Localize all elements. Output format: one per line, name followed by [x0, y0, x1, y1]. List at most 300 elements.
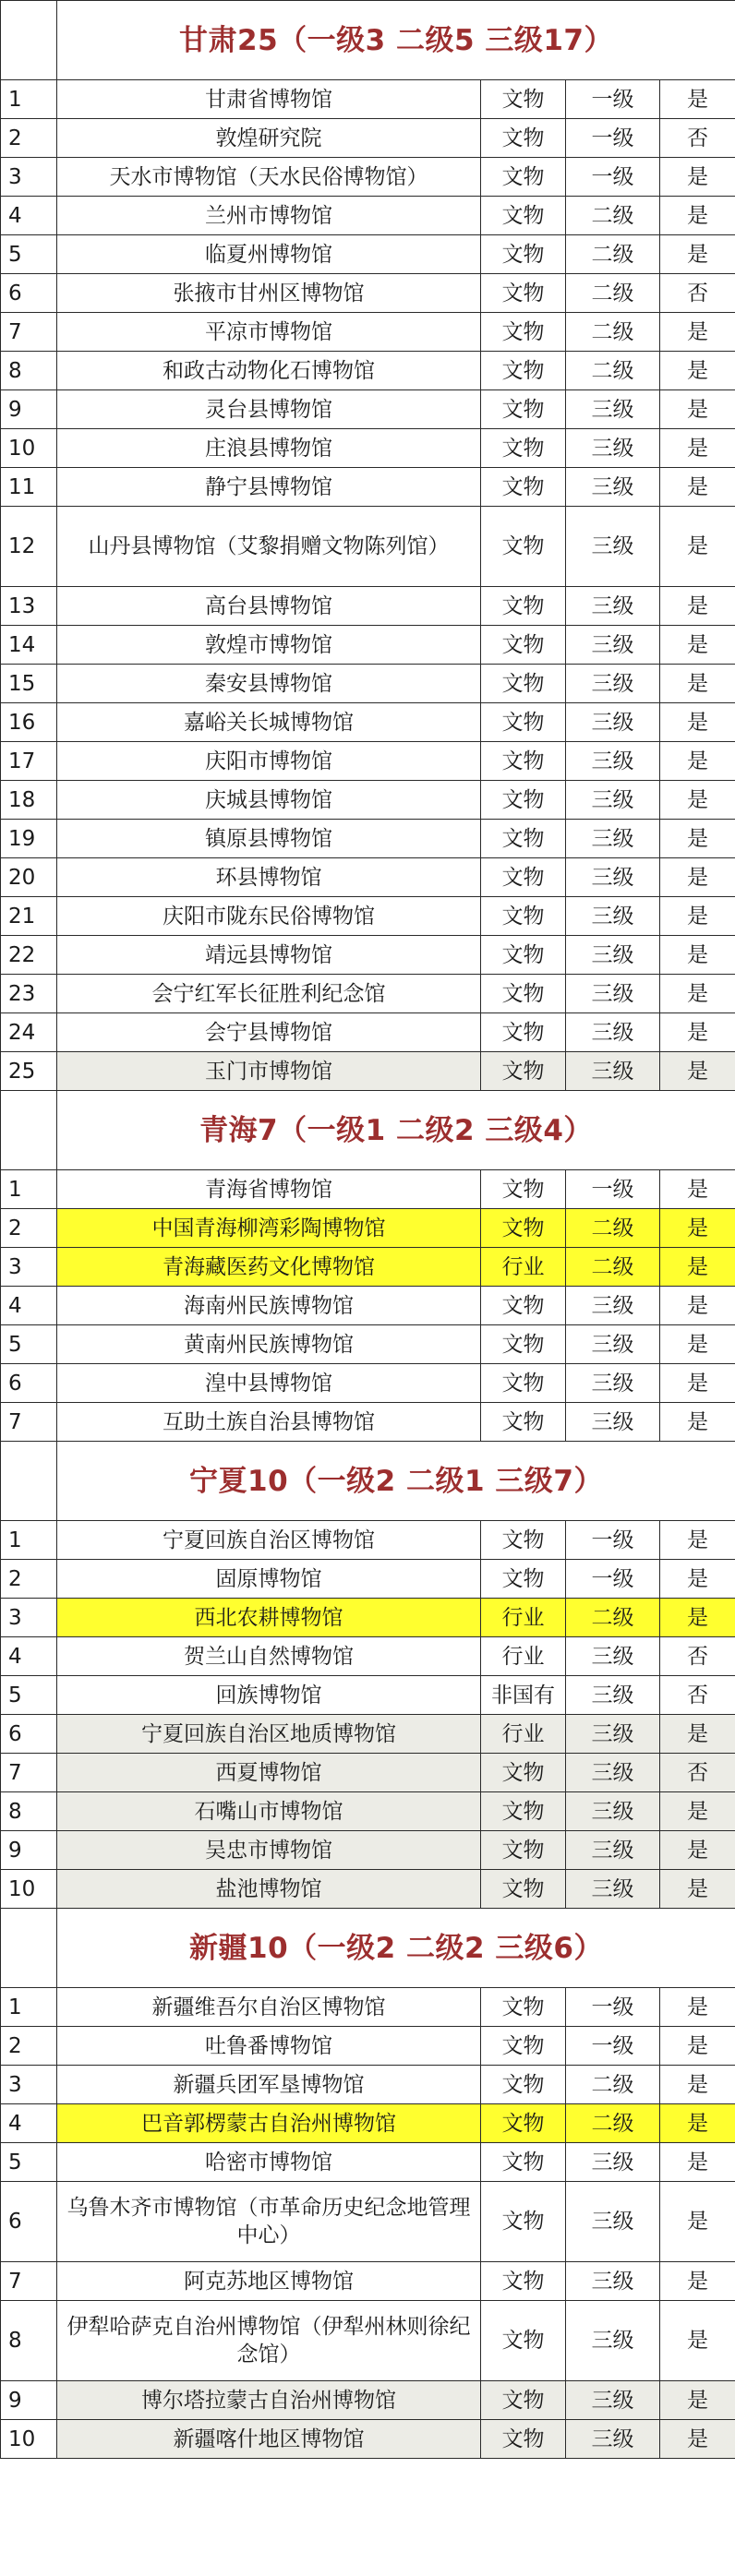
museum-name: 宁夏回族自治区博物馆 — [57, 1521, 481, 1560]
status-flag: 是 — [660, 390, 735, 429]
museum-name: 互助土族自治县博物馆 — [57, 1403, 481, 1442]
museum-name: 博尔塔拉蒙古自治州博物馆 — [57, 2381, 481, 2420]
grade-level: 三级 — [566, 665, 660, 703]
status-flag: 是 — [660, 158, 735, 197]
category: 行业 — [481, 1248, 566, 1287]
grade-level: 一级 — [566, 1521, 660, 1560]
grade-level: 三级 — [566, 429, 660, 468]
row-number: 18 — [1, 781, 57, 820]
status-flag: 是 — [660, 1599, 735, 1637]
table-row — [1, 119, 735, 158]
table-row — [1, 975, 735, 1013]
grade-level: 三级 — [566, 1013, 660, 1052]
museum-name: 临夏州博物馆 — [57, 235, 481, 274]
row-number: 2 — [1, 2027, 57, 2066]
row-number: 4 — [1, 2104, 57, 2143]
table-row — [1, 1364, 735, 1403]
row-number: 1 — [1, 1170, 57, 1209]
row-number: 1 — [1, 80, 57, 119]
status-flag: 是 — [660, 1248, 735, 1287]
category: 文物 — [481, 626, 566, 665]
row-number: 2 — [1, 119, 57, 158]
category: 文物 — [481, 2262, 566, 2301]
category: 文物 — [481, 1754, 566, 1792]
row-number: 25 — [1, 1052, 57, 1091]
status-flag: 是 — [660, 1403, 735, 1442]
table-row — [1, 1792, 735, 1831]
table-row — [1, 742, 735, 781]
grade-level: 三级 — [566, 1325, 660, 1364]
row-number: 5 — [1, 235, 57, 274]
grade-level: 一级 — [566, 158, 660, 197]
category: 文物 — [481, 1013, 566, 1052]
table-row — [1, 1013, 735, 1052]
museum-name: 黄南州民族博物馆 — [57, 1325, 481, 1364]
row-number: 9 — [1, 2381, 57, 2420]
category: 文物 — [481, 274, 566, 313]
category: 文物 — [481, 2104, 566, 2143]
status-flag: 是 — [660, 936, 735, 975]
category: 文物 — [481, 429, 566, 468]
status-flag: 是 — [660, 626, 735, 665]
museum-name: 海南州民族博物馆 — [57, 1287, 481, 1325]
status-flag: 是 — [660, 1287, 735, 1325]
grade-level: 一级 — [566, 1560, 660, 1599]
category: 行业 — [481, 1715, 566, 1754]
museum-name: 贺兰山自然博物馆 — [57, 1637, 481, 1676]
category: 文物 — [481, 897, 566, 936]
category: 文物 — [481, 1521, 566, 1560]
museum-name: 宁夏回族自治区地质博物馆 — [57, 1715, 481, 1754]
museum-name: 兰州市博物馆 — [57, 197, 481, 235]
table-row — [1, 858, 735, 897]
table-row — [1, 1052, 735, 1091]
row-number: 6 — [1, 1364, 57, 1403]
museum-name: 静宁县博物馆 — [57, 468, 481, 507]
table-row — [1, 197, 735, 235]
grade-level: 三级 — [566, 1287, 660, 1325]
grade-level: 三级 — [566, 820, 660, 858]
category: 文物 — [481, 1831, 566, 1870]
status-flag: 否 — [660, 274, 735, 313]
row-number: 3 — [1, 158, 57, 197]
grade-level: 三级 — [566, 1831, 660, 1870]
grade-level: 三级 — [566, 468, 660, 507]
section-header-row — [1, 1442, 735, 1521]
category: 文物 — [481, 2182, 566, 2262]
row-number: 5 — [1, 1325, 57, 1364]
status-flag: 是 — [660, 429, 735, 468]
museum-name: 庆阳市博物馆 — [57, 742, 481, 781]
category: 文物 — [481, 2301, 566, 2381]
row-number: 3 — [1, 1248, 57, 1287]
table-row — [1, 1831, 735, 1870]
category: 文物 — [481, 1988, 566, 2027]
museum-name: 庄浪县博物馆 — [57, 429, 481, 468]
grade-level: 三级 — [566, 975, 660, 1013]
category: 文物 — [481, 2027, 566, 2066]
status-flag: 否 — [660, 119, 735, 158]
row-number: 6 — [1, 1715, 57, 1754]
grade-level: 三级 — [566, 1637, 660, 1676]
status-flag: 是 — [660, 1052, 735, 1091]
grade-level: 一级 — [566, 80, 660, 119]
category: 文物 — [481, 1170, 566, 1209]
table-row — [1, 2027, 735, 2066]
status-flag: 是 — [660, 2262, 735, 2301]
row-number: 2 — [1, 1560, 57, 1599]
category: 文物 — [481, 313, 566, 352]
category: 文物 — [481, 1560, 566, 1599]
category: 文物 — [481, 2381, 566, 2420]
section-title: 甘肃25（一级3 二级5 三级17） — [57, 1, 735, 80]
status-flag: 是 — [660, 1988, 735, 2027]
row-number: 24 — [1, 1013, 57, 1052]
row-number: 6 — [1, 2182, 57, 2262]
museum-name: 青海省博物馆 — [57, 1170, 481, 1209]
museum-name: 玉门市博物馆 — [57, 1052, 481, 1091]
museum-name: 敦煌市博物馆 — [57, 626, 481, 665]
category: 文物 — [481, 390, 566, 429]
museum-name: 巴音郭楞蒙古自治州博物馆 — [57, 2104, 481, 2143]
grade-level: 三级 — [566, 2420, 660, 2459]
grade-level: 三级 — [566, 703, 660, 742]
grade-level: 三级 — [566, 1870, 660, 1909]
museum-name: 盐池博物馆 — [57, 1870, 481, 1909]
status-flag: 是 — [660, 352, 735, 390]
category: 文物 — [481, 858, 566, 897]
table-row — [1, 274, 735, 313]
table-row — [1, 1560, 735, 1599]
table-row — [1, 2381, 735, 2420]
status-flag: 是 — [660, 820, 735, 858]
table-row — [1, 665, 735, 703]
category: 文物 — [481, 1792, 566, 1831]
row-number: 7 — [1, 2262, 57, 2301]
section-header-blank-cell — [1, 1091, 57, 1170]
category: 文物 — [481, 80, 566, 119]
grade-level: 三级 — [566, 742, 660, 781]
grade-level: 二级 — [566, 313, 660, 352]
table-row — [1, 158, 735, 197]
museum-name: 西夏博物馆 — [57, 1754, 481, 1792]
status-flag: 是 — [660, 2182, 735, 2262]
section-header-row — [1, 1091, 735, 1170]
status-flag: 是 — [660, 975, 735, 1013]
grade-level: 一级 — [566, 1988, 660, 2027]
status-flag: 是 — [660, 1831, 735, 1870]
category: 文物 — [481, 1364, 566, 1403]
grade-level: 三级 — [566, 1052, 660, 1091]
table-row — [1, 1170, 735, 1209]
museum-name: 敦煌研究院 — [57, 119, 481, 158]
category: 文物 — [481, 468, 566, 507]
museum-table-body — [1, 1, 735, 2459]
museum-name: 靖远县博物馆 — [57, 936, 481, 975]
category: 文物 — [481, 2420, 566, 2459]
category: 文物 — [481, 936, 566, 975]
museum-name: 庆阳市陇东民俗博物馆 — [57, 897, 481, 936]
museum-name: 吐鲁番博物馆 — [57, 2027, 481, 2066]
grade-level: 三级 — [566, 390, 660, 429]
row-number: 8 — [1, 1792, 57, 1831]
museum-name: 庆城县博物馆 — [57, 781, 481, 820]
row-number: 4 — [1, 197, 57, 235]
row-number: 8 — [1, 2301, 57, 2381]
category: 文物 — [481, 158, 566, 197]
table-row — [1, 1715, 735, 1754]
status-flag: 是 — [660, 665, 735, 703]
category: 文物 — [481, 820, 566, 858]
category: 文物 — [481, 975, 566, 1013]
row-number: 16 — [1, 703, 57, 742]
table-row — [1, 1403, 735, 1442]
museum-name: 西北农耕博物馆 — [57, 1599, 481, 1637]
row-number: 1 — [1, 1521, 57, 1560]
grade-level: 三级 — [566, 1715, 660, 1754]
status-flag: 是 — [660, 2027, 735, 2066]
row-number: 20 — [1, 858, 57, 897]
museum-name: 山丹县博物馆（艾黎捐赠文物陈列馆） — [57, 507, 481, 587]
status-flag: 是 — [660, 1521, 735, 1560]
grade-level: 三级 — [566, 1364, 660, 1403]
grade-level: 三级 — [566, 897, 660, 936]
category: 文物 — [481, 507, 566, 587]
row-number: 7 — [1, 1754, 57, 1792]
category: 文物 — [481, 197, 566, 235]
table-row — [1, 2104, 735, 2143]
table-row — [1, 352, 735, 390]
row-number: 12 — [1, 507, 57, 587]
status-flag: 是 — [660, 703, 735, 742]
category: 文物 — [481, 1325, 566, 1364]
section-title: 青海7（一级1 二级2 三级4） — [57, 1091, 735, 1170]
row-number: 4 — [1, 1637, 57, 1676]
status-flag: 是 — [660, 858, 735, 897]
table-row — [1, 820, 735, 858]
museum-name: 天水市博物馆（天水民俗博物馆） — [57, 158, 481, 197]
museum-name: 新疆兵团军垦博物馆 — [57, 2066, 481, 2104]
row-number: 19 — [1, 820, 57, 858]
table-row — [1, 1209, 735, 1248]
museum-name: 嘉峪关长城博物馆 — [57, 703, 481, 742]
museum-name: 会宁县博物馆 — [57, 1013, 481, 1052]
grade-level: 三级 — [566, 1754, 660, 1792]
table-row — [1, 2262, 735, 2301]
museum-name: 张掖市甘州区博物馆 — [57, 274, 481, 313]
row-number: 21 — [1, 897, 57, 936]
category: 文物 — [481, 1209, 566, 1248]
grade-level: 三级 — [566, 1676, 660, 1715]
grade-level: 三级 — [566, 587, 660, 626]
status-flag: 是 — [660, 2066, 735, 2104]
status-flag: 是 — [660, 1013, 735, 1052]
table-row — [1, 390, 735, 429]
museum-name: 回族博物馆 — [57, 1676, 481, 1715]
table-row — [1, 80, 735, 119]
grade-level: 三级 — [566, 2143, 660, 2182]
grade-level: 三级 — [566, 626, 660, 665]
status-flag: 是 — [660, 587, 735, 626]
category: 行业 — [481, 1637, 566, 1676]
category: 文物 — [481, 742, 566, 781]
row-number: 5 — [1, 1676, 57, 1715]
museum-name: 乌鲁木齐市博物馆（市革命历史纪念地管理中心） — [57, 2182, 481, 2262]
status-flag: 是 — [660, 235, 735, 274]
row-number: 11 — [1, 468, 57, 507]
table-row — [1, 1325, 735, 1364]
museum-name: 镇原县博物馆 — [57, 820, 481, 858]
museum-name: 阿克苏地区博物馆 — [57, 2262, 481, 2301]
museum-name: 石嘴山市博物馆 — [57, 1792, 481, 1831]
status-flag: 是 — [660, 2301, 735, 2381]
grade-level: 二级 — [566, 1599, 660, 1637]
category: 文物 — [481, 235, 566, 274]
category: 行业 — [481, 1599, 566, 1637]
row-number: 1 — [1, 1988, 57, 2027]
grade-level: 三级 — [566, 1403, 660, 1442]
table-row — [1, 1754, 735, 1792]
category: 文物 — [481, 352, 566, 390]
row-number: 14 — [1, 626, 57, 665]
category: 文物 — [481, 1870, 566, 1909]
table-row — [1, 1988, 735, 2027]
grade-level: 三级 — [566, 2182, 660, 2262]
row-number: 17 — [1, 742, 57, 781]
grade-level: 二级 — [566, 2104, 660, 2143]
status-flag: 是 — [660, 1170, 735, 1209]
row-number: 23 — [1, 975, 57, 1013]
grade-level: 三级 — [566, 1792, 660, 1831]
status-flag: 否 — [660, 1637, 735, 1676]
status-flag: 是 — [660, 468, 735, 507]
status-flag: 是 — [660, 313, 735, 352]
museum-name: 甘肃省博物馆 — [57, 80, 481, 119]
grade-level: 三级 — [566, 2262, 660, 2301]
grade-level: 一级 — [566, 119, 660, 158]
row-number: 4 — [1, 1287, 57, 1325]
section-header-blank-cell — [1, 1, 57, 80]
status-flag: 是 — [660, 197, 735, 235]
row-number: 5 — [1, 2143, 57, 2182]
category: 文物 — [481, 587, 566, 626]
row-number: 2 — [1, 1209, 57, 1248]
grade-level: 一级 — [566, 2027, 660, 2066]
table-row — [1, 897, 735, 936]
grade-level: 二级 — [566, 274, 660, 313]
status-flag: 是 — [660, 1792, 735, 1831]
table-row — [1, 1287, 735, 1325]
status-flag: 是 — [660, 2104, 735, 2143]
table-row — [1, 507, 735, 587]
table-row — [1, 429, 735, 468]
table-row — [1, 313, 735, 352]
category: 文物 — [481, 1403, 566, 1442]
grade-level: 二级 — [566, 235, 660, 274]
row-number: 10 — [1, 1870, 57, 1909]
table-row — [1, 2143, 735, 2182]
status-flag: 是 — [660, 1715, 735, 1754]
museum-name: 青海藏医药文化博物馆 — [57, 1248, 481, 1287]
row-number: 22 — [1, 936, 57, 975]
table-row — [1, 626, 735, 665]
museum-name: 平凉市博物馆 — [57, 313, 481, 352]
section-header-row — [1, 1909, 735, 1988]
grade-level: 三级 — [566, 858, 660, 897]
table-row — [1, 2182, 735, 2262]
category: 文物 — [481, 1052, 566, 1091]
category: 非国有 — [481, 1676, 566, 1715]
museum-name: 高台县博物馆 — [57, 587, 481, 626]
status-flag: 是 — [660, 1325, 735, 1364]
table-row — [1, 2420, 735, 2459]
status-flag: 是 — [660, 2381, 735, 2420]
grade-level: 二级 — [566, 1209, 660, 1248]
table-row — [1, 1676, 735, 1715]
status-flag: 是 — [660, 80, 735, 119]
row-number: 15 — [1, 665, 57, 703]
museum-name: 会宁红军长征胜利纪念馆 — [57, 975, 481, 1013]
row-number: 9 — [1, 390, 57, 429]
table-row — [1, 587, 735, 626]
category: 文物 — [481, 119, 566, 158]
status-flag: 是 — [660, 781, 735, 820]
status-flag: 是 — [660, 742, 735, 781]
category: 文物 — [481, 781, 566, 820]
category: 文物 — [481, 665, 566, 703]
category: 文物 — [481, 2143, 566, 2182]
grade-level: 二级 — [566, 197, 660, 235]
row-number: 3 — [1, 2066, 57, 2104]
row-number: 10 — [1, 2420, 57, 2459]
museum-name: 伊犁哈萨克自治州博物馆（伊犁州林则徐纪念馆） — [57, 2301, 481, 2381]
grade-level: 一级 — [566, 1170, 660, 1209]
museum-name: 中国青海柳湾彩陶博物馆 — [57, 1209, 481, 1248]
category: 文物 — [481, 703, 566, 742]
table-row — [1, 235, 735, 274]
row-number: 7 — [1, 1403, 57, 1442]
museum-name: 秦安县博物馆 — [57, 665, 481, 703]
table-row — [1, 1870, 735, 1909]
table-row — [1, 1521, 735, 1560]
status-flag: 是 — [660, 1870, 735, 1909]
section-header-blank-cell — [1, 1909, 57, 1988]
category: 文物 — [481, 1287, 566, 1325]
table-row — [1, 936, 735, 975]
row-number: 10 — [1, 429, 57, 468]
museum-name: 环县博物馆 — [57, 858, 481, 897]
section-header-row — [1, 1, 735, 80]
table-row — [1, 781, 735, 820]
row-number: 6 — [1, 274, 57, 313]
section-title: 新疆10（一级2 二级2 三级6） — [57, 1909, 735, 1988]
status-flag: 否 — [660, 1754, 735, 1792]
museum-name: 哈密市博物馆 — [57, 2143, 481, 2182]
status-flag: 是 — [660, 1209, 735, 1248]
grade-level: 三级 — [566, 781, 660, 820]
museum-name: 灵台县博物馆 — [57, 390, 481, 429]
table-row — [1, 1248, 735, 1287]
row-number: 9 — [1, 1831, 57, 1870]
table-row — [1, 2301, 735, 2381]
table-row — [1, 2066, 735, 2104]
museum-name: 新疆维吾尔自治区博物馆 — [57, 1988, 481, 2027]
table-row — [1, 1599, 735, 1637]
status-flag: 是 — [660, 897, 735, 936]
museum-name: 湟中县博物馆 — [57, 1364, 481, 1403]
grade-level: 三级 — [566, 2301, 660, 2381]
row-number: 7 — [1, 313, 57, 352]
